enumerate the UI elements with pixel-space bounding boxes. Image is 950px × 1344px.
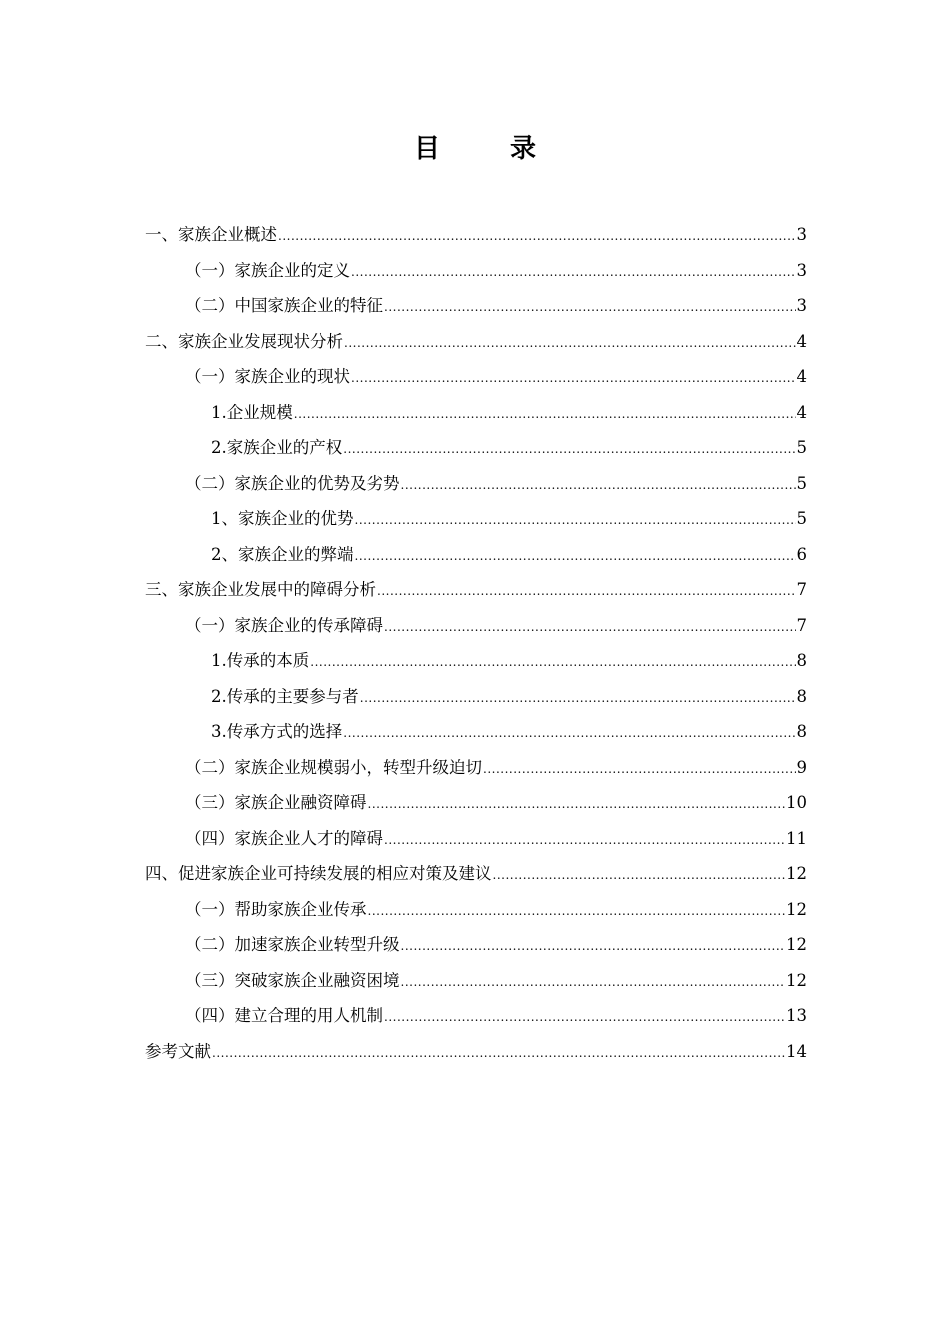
toc-entry-page-number: 8 bbox=[796, 722, 807, 741]
toc-dot-leader bbox=[360, 685, 796, 711]
toc-entry-title: （三）突破家族企业融资困境 bbox=[185, 970, 400, 990]
toc-entry-title: （一）家族企业的传承障碍 bbox=[185, 615, 383, 635]
toc-entry-title: （一）家族企业的现状 bbox=[185, 367, 350, 386]
toc-entry-page-number: 3 bbox=[796, 225, 807, 244]
toc-entry-page-number: 5 bbox=[796, 438, 807, 457]
toc-dot-leader bbox=[401, 969, 786, 995]
toc-entry[interactable] bbox=[145, 719, 807, 755]
toc-entry[interactable] bbox=[145, 542, 807, 578]
toc-dot-leader bbox=[344, 330, 796, 356]
toc-entry-page-number: 9 bbox=[796, 757, 807, 777]
toc-entry-title: （二）中国家族企业的特征 bbox=[185, 296, 383, 315]
toc-entry-page-number: 3 bbox=[796, 296, 807, 315]
toc-entry-title: 2.家族企业的产权 bbox=[211, 438, 343, 457]
toc-entry[interactable] bbox=[145, 613, 807, 649]
toc-dot-leader bbox=[384, 294, 796, 320]
toc-entry[interactable] bbox=[145, 435, 807, 471]
toc-dot-leader bbox=[343, 720, 795, 746]
toc-entry-page-number: 4 bbox=[796, 367, 807, 386]
toc-entry-title: （一）帮助家族企业传承 bbox=[185, 899, 367, 919]
page-title: 目 录 bbox=[413, 134, 558, 164]
toc-dot-leader bbox=[384, 614, 796, 640]
toc-entry-title: （一）家族企业的定义 bbox=[185, 260, 350, 280]
toc-dot-leader bbox=[355, 507, 796, 533]
toc-entry-title: 三、家族企业发展中的障碍分析 bbox=[145, 580, 376, 599]
toc-entry[interactable] bbox=[145, 826, 807, 862]
toc-entry-page-number: 4 bbox=[796, 402, 807, 422]
toc-dot-leader bbox=[351, 365, 796, 391]
toc-entry-page-number: 11 bbox=[786, 828, 807, 848]
toc-dot-leader bbox=[368, 898, 786, 924]
toc-entry-title: 一、家族企业概述 bbox=[145, 225, 277, 244]
toc-entry[interactable] bbox=[145, 329, 807, 365]
toc-entry-page-number: 12 bbox=[786, 864, 807, 883]
toc-entry[interactable] bbox=[145, 471, 807, 507]
toc-entry-title: 3.传承方式的选择 bbox=[211, 722, 343, 741]
toc-entry-page-number: 6 bbox=[796, 544, 807, 564]
toc-dot-leader bbox=[401, 472, 796, 498]
toc-dot-leader bbox=[401, 933, 786, 959]
toc-entry[interactable] bbox=[145, 577, 807, 613]
toc-entry-page-number: 12 bbox=[786, 970, 807, 990]
toc-entry[interactable] bbox=[145, 258, 807, 294]
toc-dot-leader bbox=[377, 578, 796, 604]
toc-dot-leader bbox=[483, 756, 796, 782]
toc-dot-leader bbox=[384, 1004, 785, 1030]
toc-dot-leader bbox=[343, 436, 795, 462]
toc-entry-page-number: 8 bbox=[796, 651, 807, 670]
toc-entry-page-number: 5 bbox=[796, 473, 807, 493]
toc-entry-title: （二）家族企业的优势及劣势 bbox=[185, 473, 400, 493]
toc-entry-title: （二）家族企业规模弱小，转型升级迫切 bbox=[185, 757, 482, 777]
toc-entry[interactable] bbox=[145, 932, 807, 968]
toc-entry-page-number: 4 bbox=[796, 331, 807, 351]
toc-entry-page-number: 12 bbox=[786, 935, 807, 954]
toc-dot-leader bbox=[368, 791, 786, 817]
toc-dot-leader bbox=[384, 827, 785, 853]
toc-entry-title: 1.企业规模 bbox=[211, 402, 293, 422]
toc-entry[interactable] bbox=[145, 400, 807, 436]
toc-entry-title: 四、促进家族企业可持续发展的相应对策及建议 bbox=[145, 864, 492, 883]
toc-entry[interactable] bbox=[145, 222, 807, 258]
toc-entry-title: 1、家族企业的优势 bbox=[211, 509, 354, 528]
toc-entry[interactable] bbox=[145, 364, 807, 400]
toc-entry-title: 2.传承的主要参与者 bbox=[211, 686, 359, 706]
toc-entry[interactable] bbox=[145, 684, 807, 720]
toc-entry-page-number: 7 bbox=[796, 580, 807, 599]
toc-entry-page-number: 5 bbox=[796, 509, 807, 528]
toc-entry-page-number: 13 bbox=[786, 1006, 807, 1025]
toc-dot-leader bbox=[355, 543, 796, 569]
toc-entry[interactable] bbox=[145, 293, 807, 329]
toc-dot-leader bbox=[310, 649, 795, 675]
toc-entry-title: 1.传承的本质 bbox=[211, 651, 310, 670]
toc-entry[interactable] bbox=[145, 1003, 807, 1039]
toc-entry-page-number: 14 bbox=[786, 1041, 807, 1061]
toc-entry-page-number: 3 bbox=[796, 260, 807, 280]
toc-entry-title: 2、家族企业的弊端 bbox=[211, 544, 354, 564]
toc-entry-page-number: 10 bbox=[786, 793, 807, 812]
toc-entry[interactable] bbox=[145, 755, 807, 791]
toc-entry-title: （四）家族企业人才的障碍 bbox=[185, 828, 383, 848]
table-of-contents bbox=[145, 222, 807, 1074]
toc-entry[interactable] bbox=[145, 1039, 807, 1075]
toc-entry-page-number: 8 bbox=[796, 686, 807, 706]
toc-entry[interactable] bbox=[145, 968, 807, 1004]
toc-dot-leader bbox=[351, 259, 796, 285]
toc-entry-title: （二）加速家族企业转型升级 bbox=[185, 935, 400, 954]
toc-dot-leader bbox=[493, 862, 786, 888]
toc-entry-page-number: 7 bbox=[796, 615, 807, 635]
toc-entry-title: （四）建立合理的用人机制 bbox=[185, 1006, 383, 1025]
toc-entry-title: 参考文献 bbox=[145, 1041, 211, 1061]
toc-entry[interactable] bbox=[145, 790, 807, 826]
toc-entry[interactable] bbox=[145, 506, 807, 542]
toc-entry[interactable] bbox=[145, 861, 807, 897]
toc-dot-leader bbox=[294, 401, 796, 427]
toc-dot-leader bbox=[278, 223, 796, 249]
toc-entry[interactable] bbox=[145, 897, 807, 933]
toc-entry-title: （三）家族企业融资障碍 bbox=[185, 793, 367, 812]
toc-entry-title: 二、家族企业发展现状分析 bbox=[145, 331, 343, 351]
toc-entry-page-number: 12 bbox=[786, 899, 807, 919]
toc-entry[interactable] bbox=[145, 648, 807, 684]
toc-dot-leader bbox=[212, 1040, 785, 1066]
